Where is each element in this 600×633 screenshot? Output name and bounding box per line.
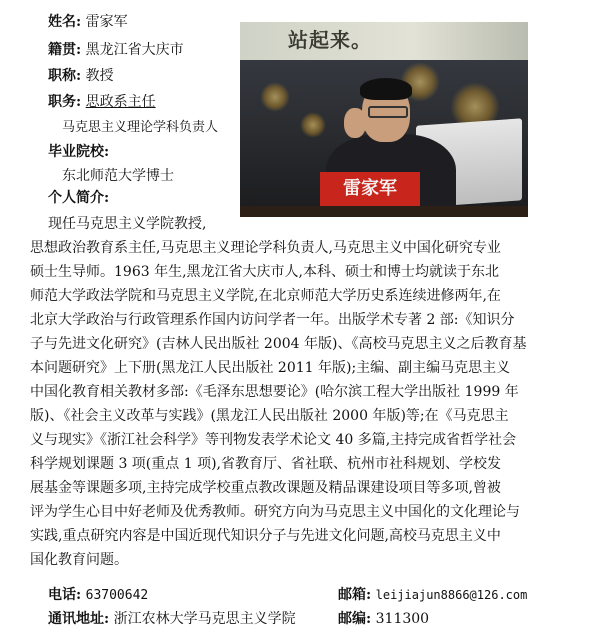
profile-photo <box>240 22 528 217</box>
position-row <box>48 92 156 112</box>
bio-line: 中国化教育相关教材多部:《毛泽东思想要论》(哈尔滨工程大学出版社 1999 年 <box>30 384 519 400</box>
origin-value: 黑龙江省大庆市 <box>85 42 184 58</box>
zip-label: 邮编: <box>338 611 372 627</box>
phone-value: 63700642 <box>85 588 149 603</box>
photo-desk <box>240 206 528 217</box>
bio-line: 科学规划课题 3 项(重点 1 项),省教育厅、省社联、杭州市社科规划、学校发 <box>30 456 501 472</box>
email-value[interactable]: leijiajun8866@126.com <box>375 588 528 602</box>
position-label: 职务: <box>48 94 82 110</box>
intro-label: 个人简介: <box>48 190 110 206</box>
phone-label: 电话: <box>48 587 82 603</box>
photo-person-glasses <box>368 106 408 118</box>
photo-light <box>260 82 290 112</box>
name-value: 雷家军 <box>85 14 128 30</box>
name-row <box>48 12 128 32</box>
address-value: 浙江农林大学马克思主义学院 <box>113 611 296 627</box>
school-value: 东北师范大学博士 <box>62 168 174 184</box>
position-extra: 马克思主义理论学科负责人 <box>62 120 219 135</box>
address-row <box>48 609 296 629</box>
photo-person-hand <box>344 108 366 138</box>
email-row <box>338 585 527 605</box>
email-label: 邮箱: <box>338 587 372 603</box>
photo-nameplate: 雷家军 <box>320 172 420 206</box>
school-label: 毕业院校: <box>48 144 110 160</box>
position-value: 思政系主任 <box>85 94 156 110</box>
phone-row <box>48 585 148 606</box>
bio-line: 子与先进文化研究》(吉林人民出版社 2004 年版)、《高校马克思主义之后教育基 <box>30 336 527 352</box>
bio-line: 现任马克思主义学院教授, <box>48 216 207 232</box>
bio-line: 展基金等课题多项,主持完成学校重点教改课题及精品课建设项目等多项,曾被 <box>30 480 501 496</box>
bio-line: 思想政治教育系主任,马克思主义理论学科负责人,马克思主义中国化研究专业 <box>30 240 501 256</box>
bio-line: 义与现实》《浙江社会科学》等刊物发表学术论文 40 多篇,主持完成省哲学社会 <box>30 432 517 448</box>
name-label: 姓名: <box>48 14 82 30</box>
origin-label: 籍贯: <box>48 42 82 58</box>
bio-line: 师范大学政法学院和马克思主义学院,在北京师范大学历史系连续进修两年,在 <box>30 288 501 304</box>
bio-line: 评为学生心目中好老师及优秀教师。研究方向为马克思主义中国化的文化理论与 <box>30 504 520 520</box>
zip-row <box>338 609 429 629</box>
bio-line: 北京大学政治与行政管理系作国内访问学者一年。出版学术专著 2 部:《知识分 <box>30 312 515 328</box>
origin-row <box>48 40 184 60</box>
bio-line: 实践,重点研究内容是中国近现代知识分子与先进文化问题,高校马克思主义中 <box>30 528 501 544</box>
photo-light <box>300 112 326 138</box>
zip-value: 311300 <box>375 611 430 627</box>
photo-banner: 站起来。 <box>240 22 528 60</box>
title-label: 职称: <box>48 68 82 84</box>
title-row <box>48 66 114 86</box>
address-label: 通讯地址: <box>48 611 110 627</box>
photo-person-hair <box>360 78 412 100</box>
bio-line: 本问题研究》上下册(黑龙江人民出版社 2011 年版);主编、副主编马克思主义 <box>30 360 511 376</box>
bio-line: 版)、《社会主义改革与实践》(黑龙江人民出版社 2000 年版)等;在《马克思主 <box>30 408 509 424</box>
title-value: 教授 <box>85 68 114 84</box>
bio-line: 国化教育问题。 <box>30 552 128 568</box>
bio-line: 硕士生导师。1963 年生,黑龙江省大庆市人,本科、硕士和博士均就读于东北 <box>30 264 499 280</box>
